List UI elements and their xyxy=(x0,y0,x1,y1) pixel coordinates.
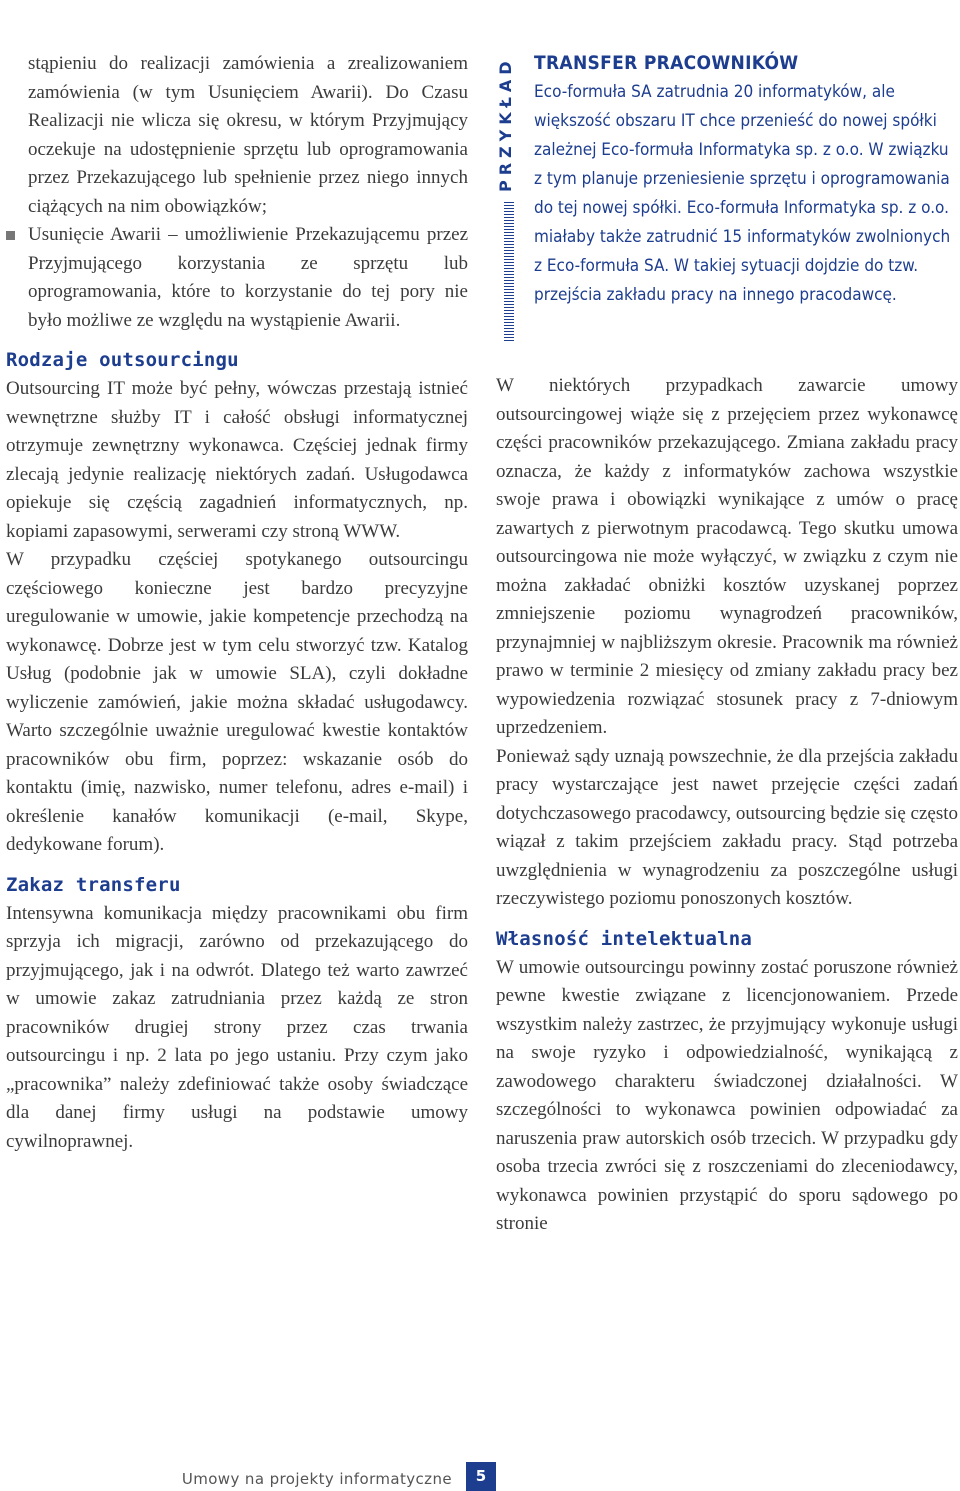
example-body xyxy=(534,52,958,310)
paragraph-przejscie-2: Ponieważ sądy uznają powszechnie, że dla przejścia zakładu pracy wystarczające jest nawet przejęcie części zadań dotychczasowego pracodawcy, outsourcing będzie się często wiązał z takim przejściem zakładu pracy. Stąd potrzeba uwzględnienia w wynagrodzeniu za poszczególne usługi rzeczywistego poziomu ponoszonych kosztów. xyxy=(496,745,958,909)
paragraph-wlasnosc: W umowie outsourcingu powinny zostać poruszone również pewne kwestie związane z licencjonowaniem. Przede wszystkim należy zastrzec, że przyjmujący wykonuje usługi na swoje ryzyko i odpowiedzialność, wynikającą z zawodowego charakteru świadczonej działalności. W szczególności to wykonawca powinien odpowiadać za naruszenia praw autorskich osób trzecich. W przypadku gdy osoba trzecia zwróci się z roszczeniami do zleceniodawcy, wykonawca powinien przystąpić do sporu sądowego po stronie xyxy=(496,956,958,1234)
page-number: 5 xyxy=(466,1462,496,1491)
heading-wlasnosc-intelektualna: Własność intelektualna xyxy=(496,927,753,950)
example-box xyxy=(496,52,958,352)
paragraph-rodzaje-1: Outsourcing IT może być pełny, wówczas przestają istnieć wewnętrzne służby IT i całość obsługi informatycznej otrzymuje zewnętrzny wykonawca. Częściej jednak firmy zlecają jedynie realizację niektórych zadań. Usługodawca opiekuje się częścią zagadnień informatycznych, np. kopiami zapasowymi, serwerami czy stroną WWW. xyxy=(6,378,468,542)
example-title: TRANSFER PRACOWNIKÓW xyxy=(534,52,799,74)
bullet-text: Usunięcie Awarii – umożliwienie Przekazującemu przez Przyjmującego korzystania ze sprzętu lub oprogramowania, które to korzystanie do tej pory nie było możliwe ze względu na wystąpienie Awarii. xyxy=(28,224,468,331)
intro-paragraph: stąpieniu do realizacji zamówienia a zrealizowaniem zamówienia (w tym Usunięciem Awarii). Do Czasu Realizacji nie wlicza się okresu, w którym Przyjmujący oczekuje na udostępnienie sprzętu lub oprogramowania przez Przekazującego lub spełnienie przez niego innych ciążących na nim obowiązków; xyxy=(28,53,468,217)
paragraph-zakaz: Intensywna komunikacja między pracownikami obu firm sprzyja ich migracji, zarówno od przekazującego do przyjmującego, jak i na odwrót. Dlatego też warto zawrzeć w umowie zakaz zatrudniania przez każdą ze stron pracowników drugiej strony przez czas trwania outsourcingu i np. 2 lata po jego ustaniu. Przy czym jako „pracownika” należy zdefiniować także osoby świadczące dla danej firmy usługi na podstawie umowy cywilnoprawnej. xyxy=(6,902,468,1152)
paragraph-przejscie-1: W niektórych przypadkach zawarcie umowy outsourcingowej wiąże się z przejęciem przez wykonawcę części pracowników przekazującego. Zmiana zakładu pracy oznacza, że każdy z informatyków zachowa wszystkie swoje prawa i obowiązki wynikające z umów o pracę zawartych z pierwotnym pracodawcą. Tego skutku umowa outsourcingowa nie może wyłączyć, w związku z czym nie można zakładać obniżki kosztów uzyskanej poprzez zmniejszenie poziomu wynagrodzeń pracowników, przynajmniej w najbliższym okresie. Pracownik ma również prawo w terminie 2 miesięcy od zmiany zakładu pracy bez wypowiedzenia rozwiązać stosunek pracy z 7-dniowym uprzedzeniem. xyxy=(496,375,958,738)
example-side-label: PRZYKŁAD xyxy=(496,56,515,192)
right-column xyxy=(496,372,958,1239)
page-footer xyxy=(0,1462,960,1491)
example-side-strip xyxy=(496,52,522,342)
example-side-rule xyxy=(504,202,514,342)
heading-zakaz-transferu: Zakaz transferu xyxy=(6,873,181,896)
paragraph-rodzaje-2: W przypadku częściej spotykanego outsourcingu częściowego konieczne jest bardzo precyzyjne uregulowanie w umowie, jakie kompetencje przechodzą na wykonawcę. Dobrze jest w tym celu stworzyć tzw. Katalog Usług (podobnie jak w umowie SLA), czyli dokładne wyliczenie zamówień, jakie można składać usługodawcy. Warto szczególnie uważnie uregulować kwestie kontaktów pracowników obu firm, poprzez: wskazanie osób do kontaktu (imię, nazwisko, numer telefonu, adres e-mail) i określenie kanałów komunikacji (e-mail, Skype, dedykowane forum). xyxy=(6,549,468,855)
example-text: Eco-formuła SA zatrudnia 20 informatyków, ale większość obszaru IT chce przenieść do nowej spółki zależnej Eco-formuła Informatyka sp. z o.o. W związku z tym planuje przeniesienie sprzętu i oprogramowania do tej nowej spółki. Eco-formuła Informatyka sp. z o.o. miałaby także zatrudnić 15 informatyków zwolnionych z Eco-formuła SA. W takiej sytuacji dojdzie do tzw. przejścia zakładu pracy na innego pracodawcę. xyxy=(534,82,951,305)
heading-rodzaje-outsourcingu: Rodzaje outsourcingu xyxy=(6,349,239,371)
square-bullet-icon xyxy=(6,231,15,240)
bullet-usuniecie-awarii xyxy=(6,221,468,335)
footer-title: Umowy na projekty informatyczne xyxy=(181,1470,452,1488)
left-column xyxy=(6,50,468,1156)
